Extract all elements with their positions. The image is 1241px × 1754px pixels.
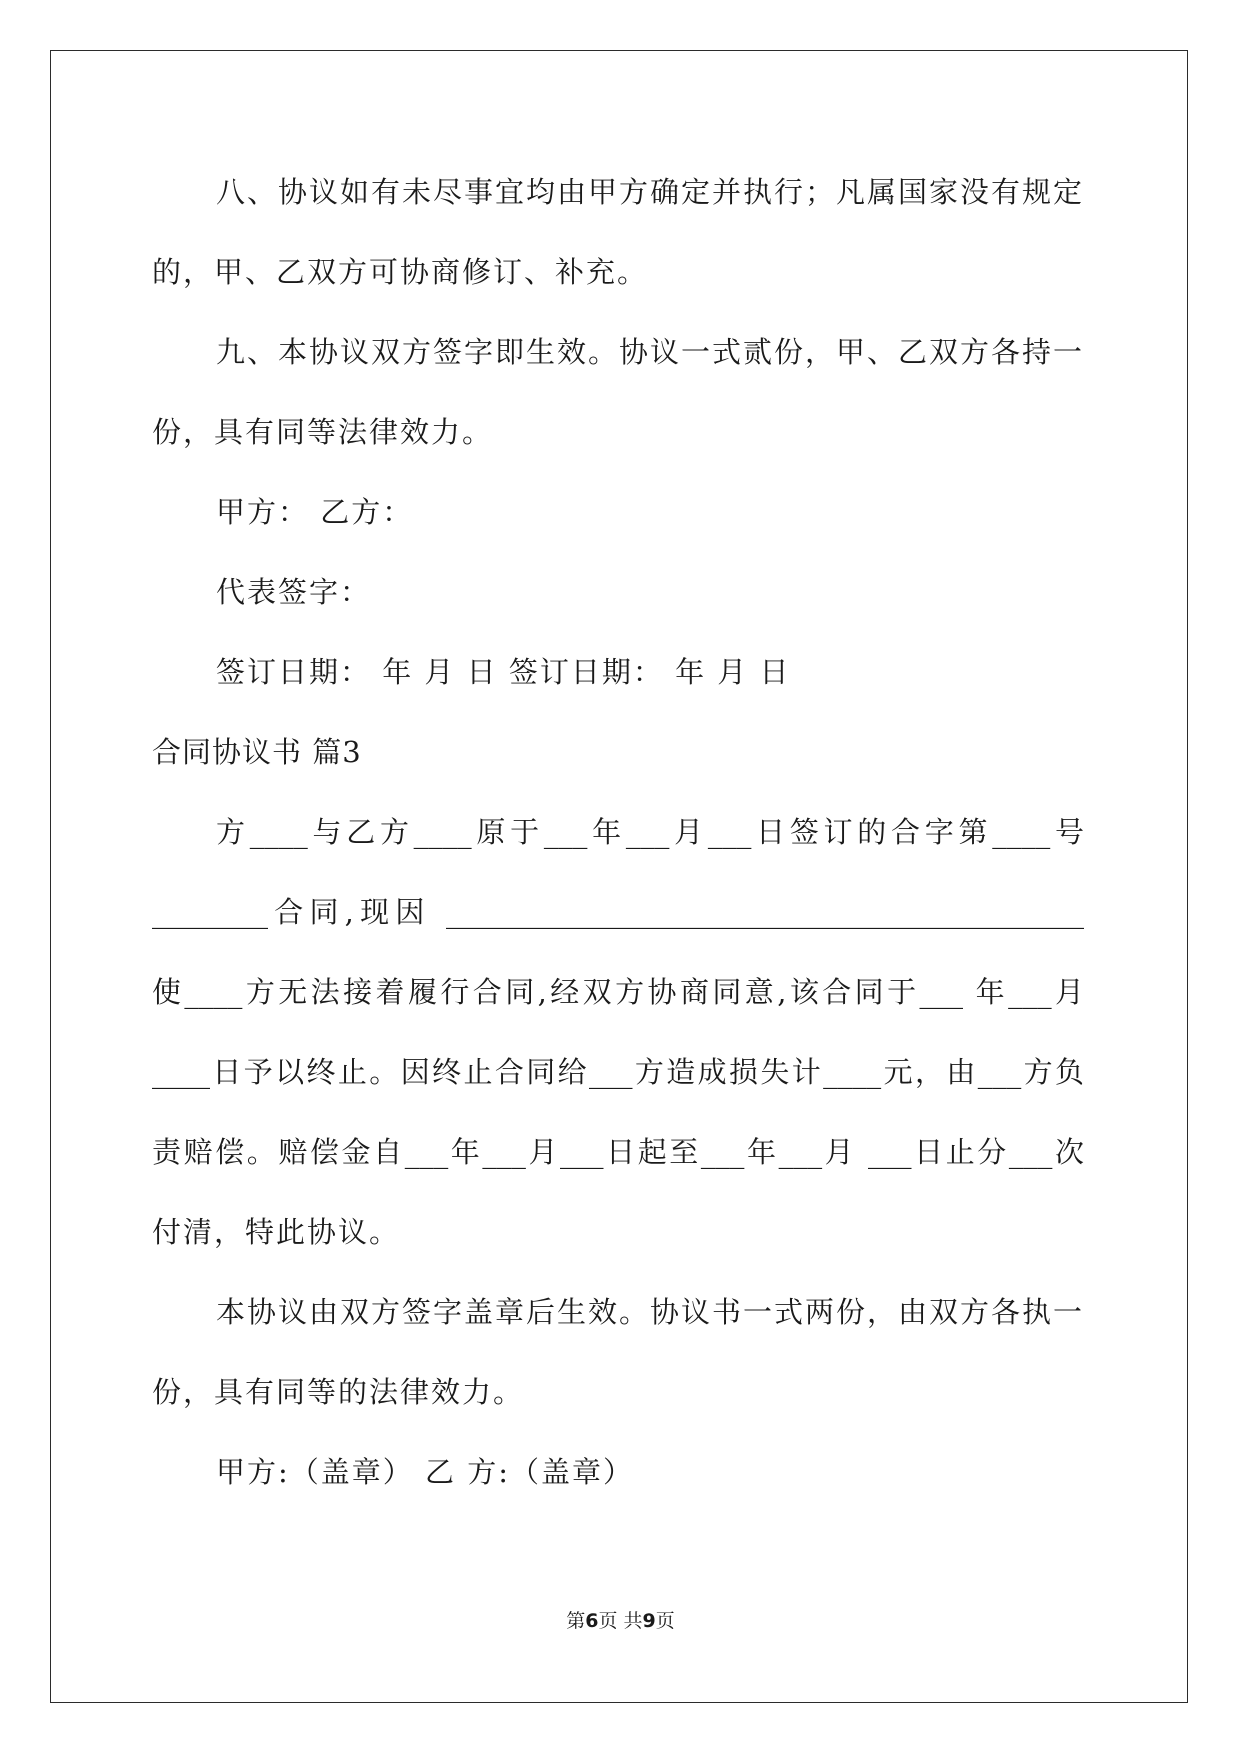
signing-date: 签订日期： 年 月 日 签订日期： 年 月 日 [216,655,791,689]
paragraph-line: 九、本协议双方签字即生效。协议一式贰份，甲、乙双方各持一 [216,335,1085,369]
footer-suffix: 页 [655,1610,675,1632]
paragraph-line: 责赔偿。赔偿金自___年___月___日起至___年___月 ___日止分___次 [152,1135,1084,1169]
current-page-number: 6 [585,1610,599,1632]
paragraph-line: 的，甲、乙双方可协商修订、补充。 [152,255,649,289]
paragraph-line: 本协议由双方签字盖章后生效。协议书一式两份，由双方各执一 [216,1295,1085,1329]
footer-middle: 页 共 [598,1610,643,1632]
paragraph-line: 份，具有同等法律效力。 [152,415,494,449]
section-heading: 合同协议书 篇3 [152,735,362,769]
seal-line: 甲方:（盖章） 乙 方:（盖章） [216,1455,634,1489]
footer-prefix: 第 [566,1610,586,1632]
paragraph-line: ________合同,现因 ____________________________________________ [152,895,1084,929]
paragraph-line: 付清，特此协议。 [152,1215,401,1249]
paragraph-line: 八、协议如有未尽事宜均由甲方确定并执行；凡属国家没有规定 [216,175,1085,209]
paragraph-line: ____日予以终止。因终止合同给___方造成损失计____元，由___方负 [152,1055,1084,1089]
signature-parties: 甲方： 乙方： [216,495,414,529]
paragraph-line: 方____与乙方____原于___年___月___日签订的合字第____号 [216,815,1084,849]
total-page-number: 9 [642,1610,656,1632]
paragraph-line: 份，具有同等的法律效力。 [152,1375,525,1409]
page-footer [0,1608,1241,1634]
paragraph-line: 使____方无法接着履行合同,经双方协商同意,该合同于___ 年___月 [152,975,1084,1009]
representative-signature: 代表签字： [216,575,372,609]
